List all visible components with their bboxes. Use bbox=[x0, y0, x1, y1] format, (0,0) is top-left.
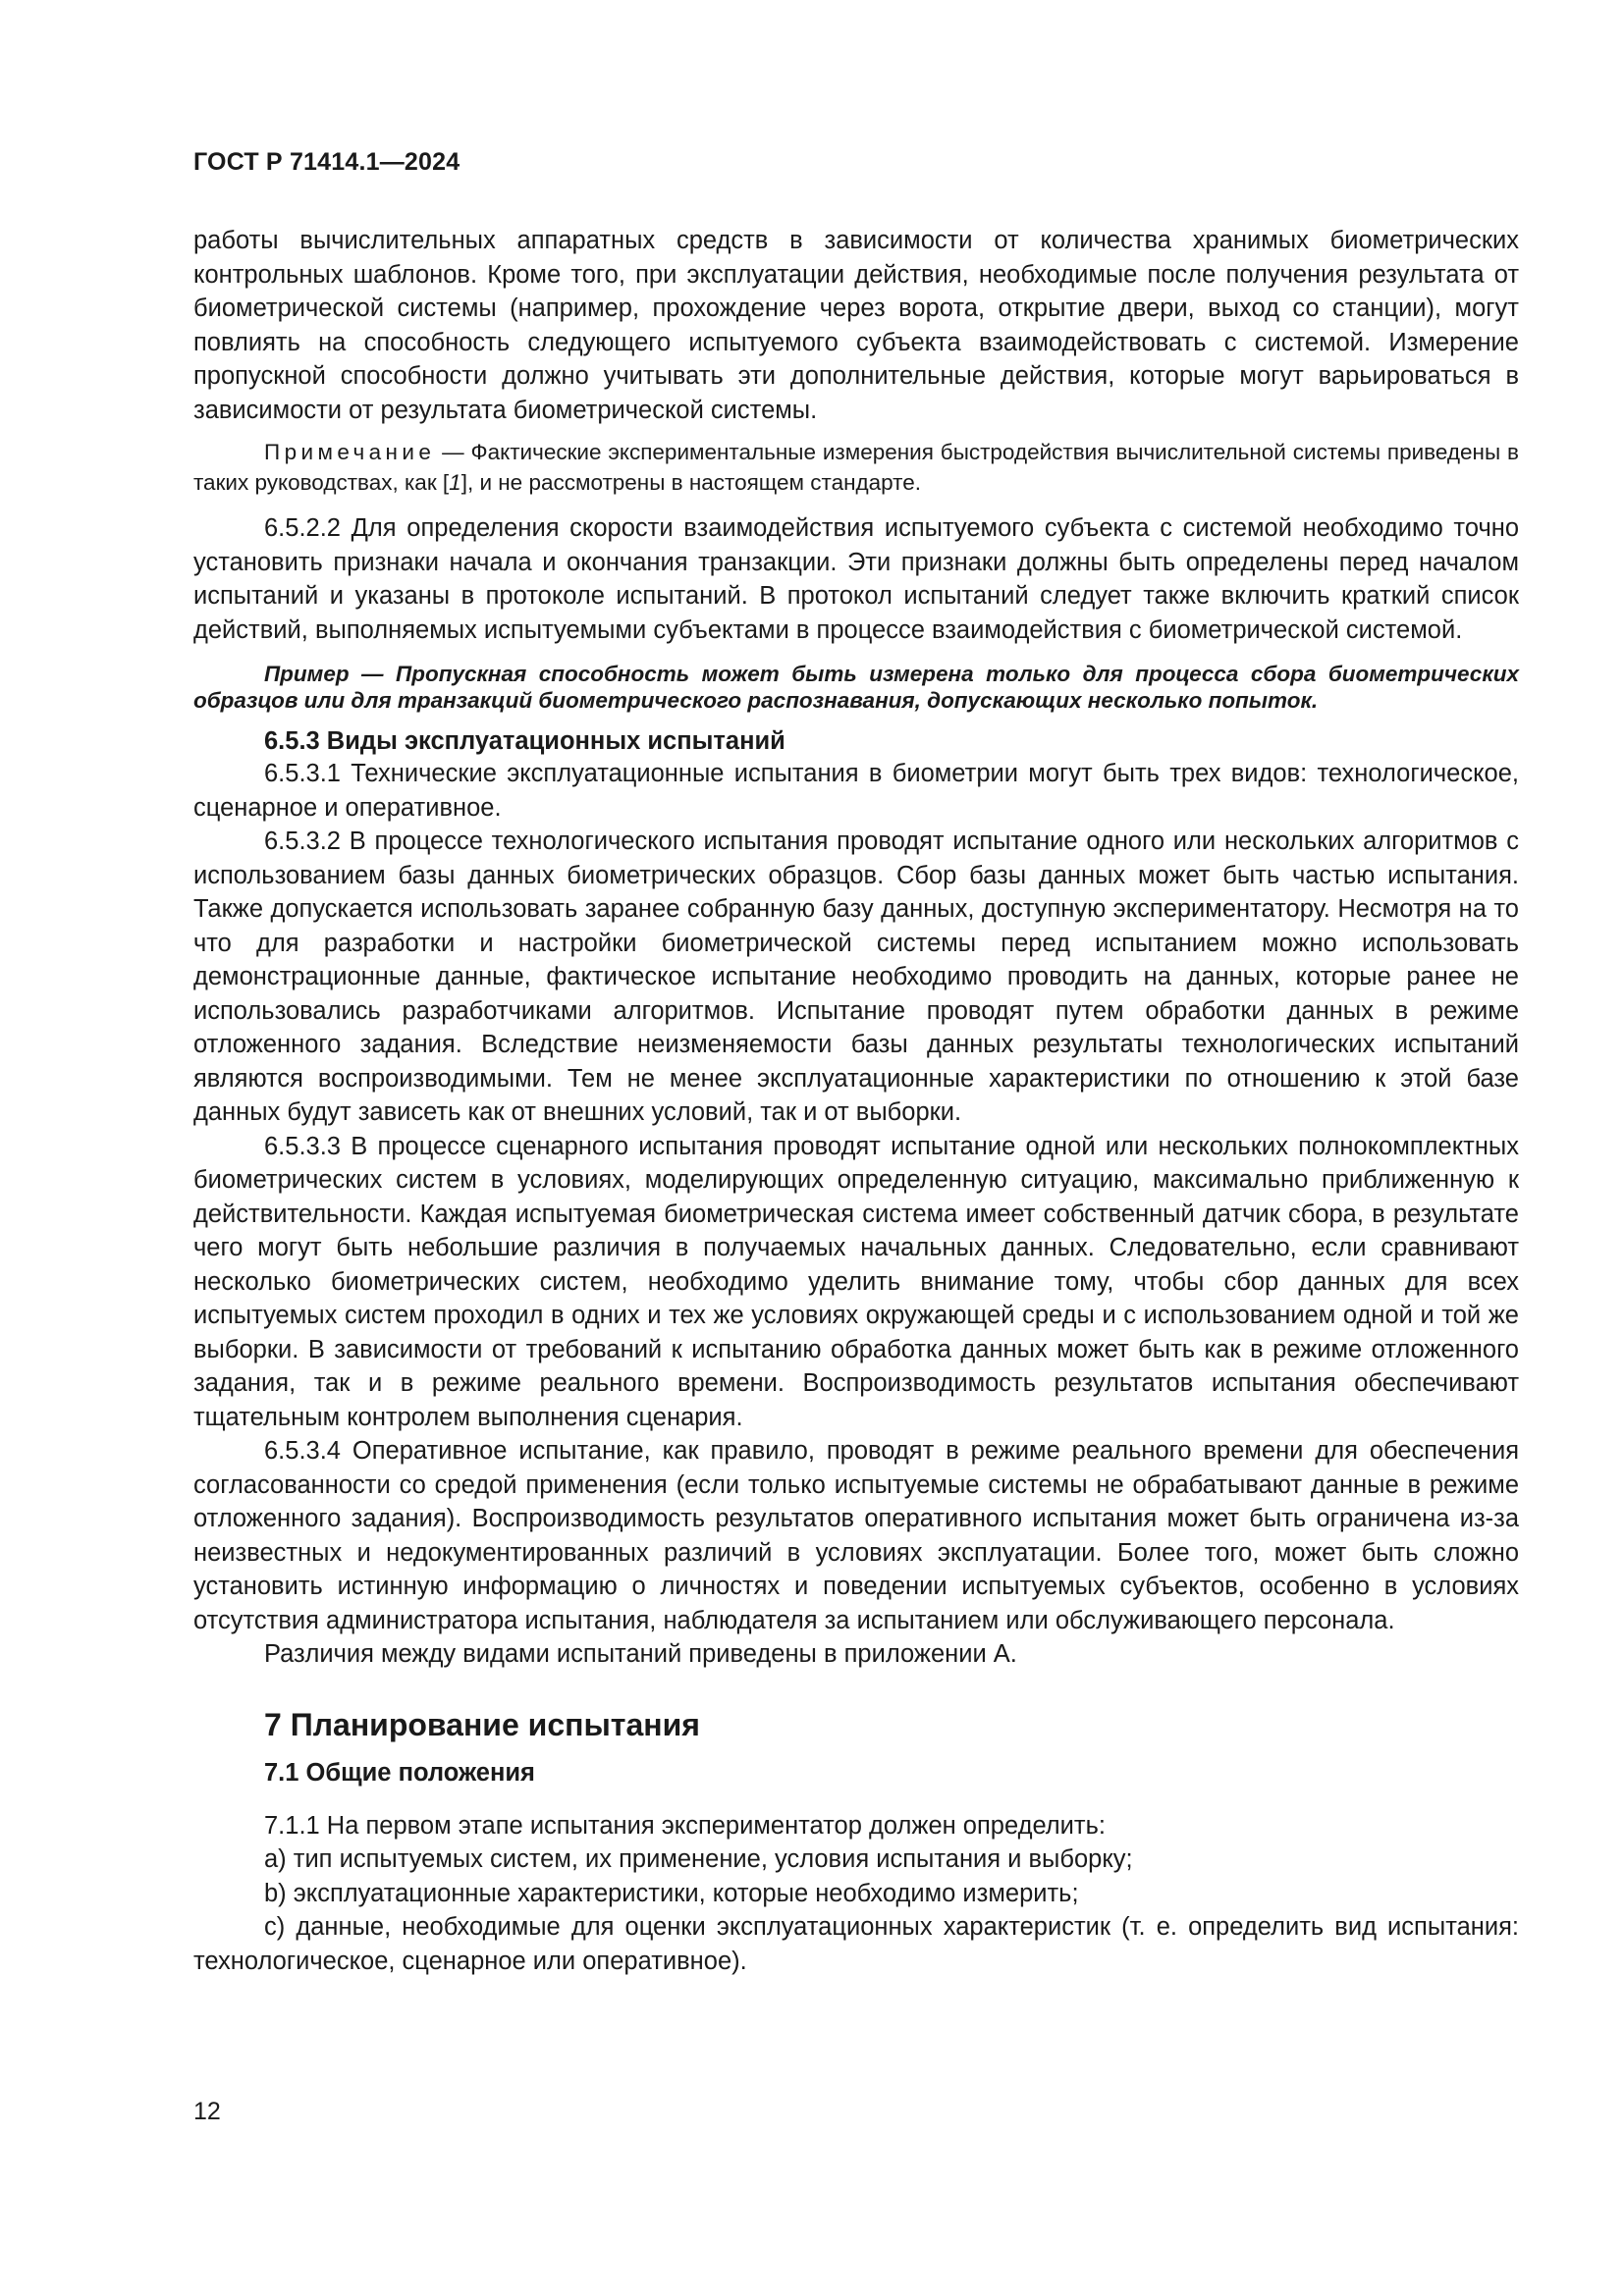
paragraph-7-1-1: 7.1.1 На первом этапе испытания экспериментатор должен определить: bbox=[264, 1811, 1106, 1840]
document-header bbox=[193, 147, 460, 177]
page-number: 12 bbox=[193, 2098, 221, 2125]
note-reference: 1 bbox=[449, 470, 461, 495]
paragraph-6-5-3-2: 6.5.3.2 В процессе технологического испытания проводят испытание одного или нескольких алгоритмов с использованием базы данных биометрических образцов. Сбор базы данных может быть частью испытания. Также допускается использовать заранее собранную базу данных, доступную экспериментатору. Несмотря на то что для разработки и настройки биометрической системы перед испытанием можно использовать демонстрационные данные, фактическое испытание необходимо проводить на данных, которые ранее не использовались разработчиками алгоритмов. Испытание проводят путем обработки данных в режиме отложенного задания. Вследствие неизменяемости базы данных результаты технологических испытаний являются воспроизводимыми. Тем не менее эксплуатационные характеристики по отношению к этой базе данных будут зависеть как от внешних условий, так и от выборки. bbox=[193, 828, 1519, 1126]
page-content bbox=[193, 224, 1519, 1978]
paragraph-6-5-3-4: 6.5.3.4 Оперативное испытание, как правило, проводят в режиме реального времени для обеспечения согласованности со средой применения (если только испытуемые системы не обрабатывают данные в режиме отложенного задания). Воспроизводимость результатов оперативного испытания может быть ограничена из-за неизвестных и недокументированных различий в условиях эксплуатации. Более того, может быть сложно установить истинную информацию о личностях и поведении испытуемых субъектов, особенно в условиях отсутствия администратора испытания, наблюдателя за испытанием или обслуживающего персонала. bbox=[193, 1437, 1519, 1634]
paragraph-6-5-3-3: 6.5.3.3 В процессе сценарного испытания проводят испытание одной или нескольких полнокомплектных биометрических систем в условиях, моделирующих определенную ситуацию, максимально приближенную к действительности. Каждая испытуемая биометрическая система имеет собственный датчик сбора, в результате чего могут быть небольшие различия в получаемых начальных данных. Следовательно, если сравнивают несколько биометрических систем, необходимо уделить внимание тому, чтобы сбор данных для всех испытуемых систем проходил в одних и тех же условиях окружающей среды и с использованием одной и той же выборки. В зависимости от требований к испытанию обработка данных может быть как в режиме отложенного задания, так и в режиме реального времени. Воспроизводимость результатов испытания обеспечивают тщательным контролем выполнения сценария. bbox=[193, 1132, 1519, 1431]
note-text-end: ], и не рассмотрены в настоящем стандарте. bbox=[460, 470, 922, 495]
paragraph-6-5-2-2: 6.5.2.2 Для определения скорости взаимодействия испытуемого субъекта с системой необходимо точно установить признаки начала и окончания транзакции. Эти признаки должны быть определены перед началом испытаний и указаны в протоколе испытаний. В протокол испытаний следует также включить краткий список действий, выполняемых испытуемыми субъектами в процессе взаимодействия с биометрической системой. bbox=[193, 514, 1519, 644]
note-text-start: — Фактические экспериментальные измерения быстродействия вычислительной системы приведены в таких руководствах, как [ bbox=[193, 440, 1519, 495]
paragraph-continued: работы вычислительных аппаратных средств в зависимости от количества хранимых биометрических контрольных шаблонов. Кроме того, при эксплуатации действия, необходимые после получения результата от биометрической системы (например, прохождение через ворота, открытие двери, выход со станции), могут повлиять на способность следующего испытуемого субъекта взаимодействовать с системой. Измерение пропускной способности должно учитывать эти дополнительные действия, которые могут варьироваться в зависимости от результата биометрической системы. bbox=[193, 227, 1519, 424]
paragraph-6-5-3-1: 6.5.3.1 Технические эксплуатационные испытания в биометрии могут быть трех видов: технологическое, сценарное и оперативное. bbox=[193, 760, 1519, 822]
example: Пример — Пропускная способность может быть измерена только для процесса сбора биометрических образцов или для транзакций биометрического распознавания, допускающих несколько попыток. bbox=[193, 662, 1519, 713]
heading-7-1: 7.1 Общие положения bbox=[264, 1758, 535, 1787]
heading-section-7: 7 Планирование испытания bbox=[264, 1706, 700, 1742]
note-label: Примечание bbox=[264, 440, 436, 464]
heading-6-5-3: 6.5.3 Виды эксплуатационных испытаний bbox=[264, 727, 785, 755]
standard-designation: ГОСТ Р 71414.1—2024 bbox=[193, 148, 460, 176]
list-item-c: с) данные, необходимые для оценки эксплуатационных характеристик (т. е. определить вид испытания: технологическое, сценарное или оперативное). bbox=[193, 1913, 1519, 1975]
paragraph-annex-reference: Различия между видами испытаний приведены в приложении А. bbox=[264, 1640, 1017, 1668]
list-item-b: b) эксплуатационные характеристики, которые необходимо измерить; bbox=[264, 1879, 1079, 1907]
note bbox=[193, 437, 1519, 498]
list-item-a: а) тип испытуемых систем, их применение, условия испытания и выборку; bbox=[264, 1845, 1133, 1873]
